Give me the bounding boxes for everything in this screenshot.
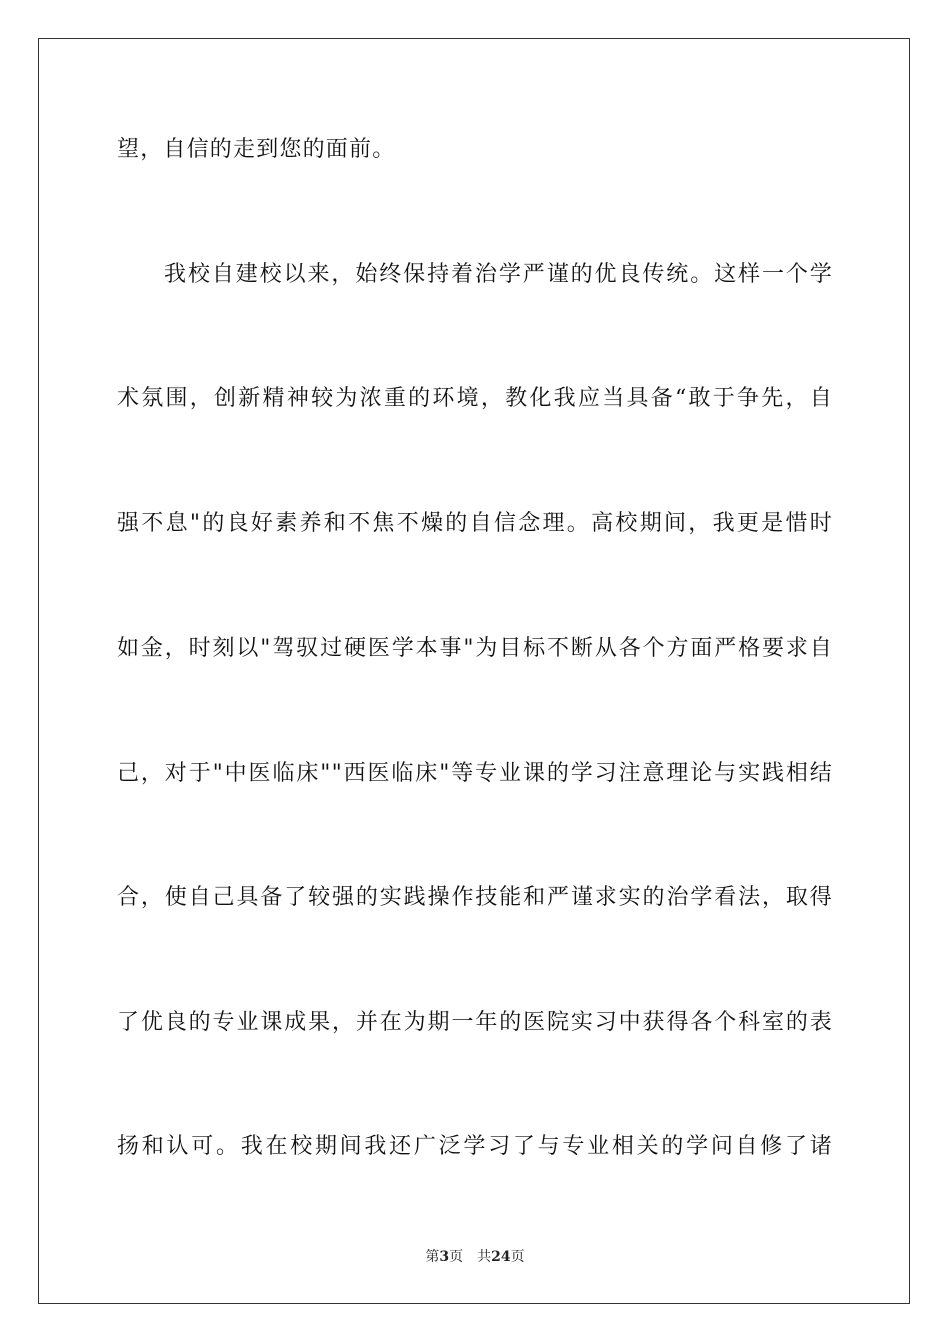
page-prefix: 第: [425, 1249, 440, 1265]
text-line-3: 术氛围，创新精神较为浓重的环境，教化我应当具备“敢于争先，自: [117, 386, 833, 411]
text-line-6: 己，对于"中医临床""西医临床"等专业课的学习注意理论与实践相结: [117, 761, 833, 786]
page-footer: [0, 1246, 950, 1266]
total-prefix: 共: [477, 1249, 492, 1265]
page-number: 3: [439, 1249, 450, 1265]
text-line-4: 强不息"的良好素养和不焦不燥的自信念理。高校期间，我更是惜时: [117, 511, 833, 536]
text-line-9: 扬和认可。我在校期间我还广泛学习了与专业相关的学问自修了诸: [117, 1134, 833, 1159]
text-line-8: 了优良的专业课成果，并在为期一年的医院实习中获得各个科室的表: [117, 1010, 833, 1035]
page-suffix: 页: [449, 1249, 464, 1265]
total-suffix: 页: [510, 1249, 525, 1265]
text-line-1: 望，自信的走到您的面前。: [117, 137, 396, 162]
page-border: [38, 38, 910, 1304]
total-pages: 24: [491, 1249, 511, 1265]
text-line-5: 如金，时刻以"驾驭过硬医学本事"为目标不断从各个方面严格要求自: [117, 636, 833, 661]
text-line-7: 合，使自己具备了较强的实践操作技能和严谨求实的治学看法，取得: [117, 885, 833, 910]
text-line-2: 我校自建校以来，始终保持着治学严谨的优良传统。这样一个学: [164, 262, 833, 287]
